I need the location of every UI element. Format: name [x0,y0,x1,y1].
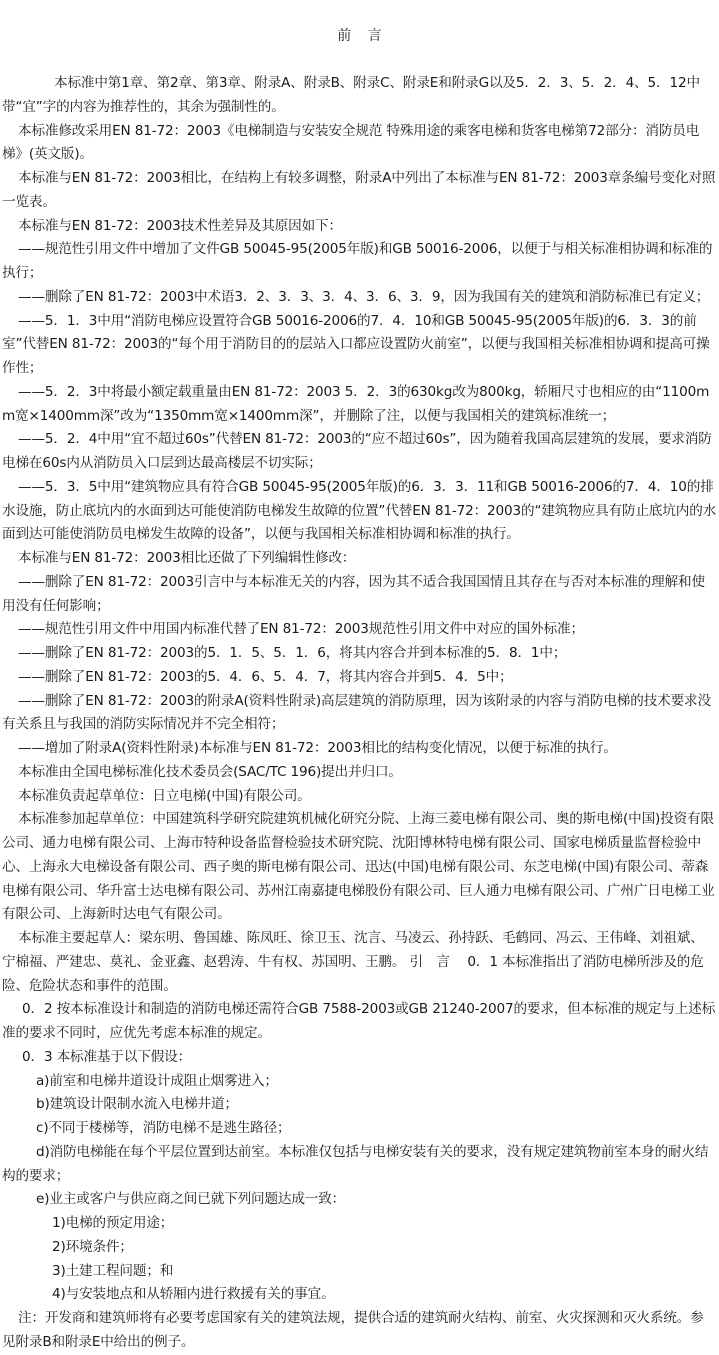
paragraph: 本标准由全国电梯标准化技术委员会(SAC/TC 196)提出并归口。 [18,763,402,780]
paragraph: ——5．2．3中将最小额定载重量由EN 81-72：2003 5．2．3的630kg改为800kg，轿厢尺寸也相应的由“1100mm宽×1400mm深”改为“1350mm宽×1400mm深”，并删除了注，以便与我国相关的建筑标准统一； [2,383,710,424]
paragraph: 本标准修改采用EN 81-72：2003《电梯制造与安装安全规范 特殊用途的乘客电梯和货客电梯第72部分：消防员电梯》(英文版)。 [2,122,700,163]
paragraph: ——删除了EN 81-72：2003的附录A(资料性附录)高层建筑的消防原理，因为该附录的内容与消防电梯的技术要求没有关系且与我国的消防实际情况并不完全相符； [2,692,711,733]
paragraph: d)消防电梯能在每个平层位置到达前室。本标准仅包括与电梯安装有关的要求，没有规定建筑物前室本身的耐火结构的要求； [2,1143,709,1184]
paragraph: 本标准与EN 81-72：2003相比还做了下列编辑性修改： [18,550,356,566]
paragraph: 1)电梯的预定用途； [52,1215,174,1231]
paragraph: c)不同于楼梯等，消防电梯不是逃生路径； [36,1120,291,1136]
paragraph: 注：开发商和建筑师将有必要考虑国家有关的建筑法规，提供合适的建筑耐火结构、前室、火灾探测和灭火系统。参见附录B和附录E中给出的例子。 [2,1310,704,1350]
paragraph: b)建筑设计限制水流入电梯井道； [36,1096,238,1113]
paragraph: 本标准负责起草单位：日立电梯(中国)有限公司。 [18,787,311,804]
paragraph: 本标准参加起草单位：中国建筑科学研究院建筑机械化研究分院、上海三菱电梯有限公司、奥的斯电梯(中国)投资有限公司、通力电梯有限公司、上海市特种设备监督检验技术研究院、沈阳博林特电梯有限公司、国家电梯质量监督检验中心、上海永大电梯设备有限公司、西子奥的斯电梯有限公司、迅达(中国)电梯有限公司、东芝电梯(中国)有限公司、蒂森电梯有限公司、华升富士达电梯有限公司、苏州江南嘉捷电梯股份有限公司、巨人通力电梯有限公司、广州广日电梯工业有限公司、上海新时达电气有限公司。 [2,811,715,923]
paragraph: ——删除了EN 81-72：2003引言中与本标准无关的内容，因为其不适合我国国情且其存在与否对本标准的理解和使用没有任何影响； [2,573,705,614]
paragraph: ——5．1．3中用“消防电梯应设置符合GB 50016-2006的7．4．10和GB 50045-95(2005年版)的6．3．3的前室”代替EN 81-72：2003的“每个用于消防目的的层站入口都应设置防火前室”，以便与我国相关标准相协调和提高可操作性； [2,312,710,376]
paragraph: 本标准中第1章、第2章、第3章、附录A、附录B、附录C、附录E和附录G以及5．2．3、5．2．4、5．12中带“宜”字的内容为推荐性的，其余为强制性的。 [2,75,700,115]
paragraph: 3)土建工程问题；和 [52,1262,174,1279]
paragraph: 本标准与EN 81-72：2003技术性差异及其原因如下： [18,217,342,234]
document-body [2,72,717,1355]
paragraph: 0．2 按本标准设计和制造的消防电梯还需符合GB 7588-2003或GB 21240-2007的要求，但本标准的规定与上述标准的要求不同时，应优先考虑本标准的规定。 [2,1001,716,1041]
paragraph: ——删除了EN 81-72：2003的5．4．6、5．4．7，将其内容合并到5．4．5中； [18,668,513,685]
paragraph: e)业主或客户与供应商之间已就下列问题达成一致： [36,1191,346,1208]
paragraph: 2)环境条件； [52,1238,133,1255]
paragraph: ——5．3．5中用“建筑物应具有符合GB 50045-95(2005年版)的6．3．3．11和GB 50016-2006的7．4．10的排水设施，防止底坑内的水面到达可能使消防电梯发生故障的位置”代替EN 81-72：2003的“建筑物应具有防止底坑内的水面到达可能使消防员电梯发生故障的设备”，以便与我国相关标准相协调和标准的执行。 [2,478,717,543]
paragraph: 4)与安装地点和从轿厢内进行救援有关的事宜。 [52,1286,335,1303]
paragraph: ——5．2．4中用“宜不超过60s”代替EN 81-72：2003的“应不超过60s”，因为随着我国高层建筑的发展，要求消防电梯在60s内从消防员入口层到达最高楼层不切实际； [2,431,712,471]
paragraph: 本标准主要起草人：梁东明、鲁国雄、陈凤旺、徐卫玉、沈言、马凌云、孙持跃、毛鹤同、冯云、王伟峰、刘祖斌、宁棉福、严建忠、莫礼、金亚鑫、赵碧涛、牛有权、苏国明、王鹏。 引 言 0．1 本标准指出了消防电梯所涉及的危险、危险状态和事件的范围。 [2,930,704,994]
paragraph: ——增加了附录A(资料性附录)本标准与EN 81-72：2003相比的结构变化情况，以便于标准的执行。 [18,740,617,756]
paragraph: a)前室和电梯井道设计成阻止烟雾进入； [36,1072,278,1089]
paragraph: ——规范性引用文件中用国内标准代替了EN 81-72：2003规范性引用文件中对应的国外标准； [18,621,584,638]
paragraph: 本标准与EN 81-72：2003相比，在结构上有较多调整，附录A中列出了本标准与EN 81-72：2003章条编号变化对照一览表。 [2,170,716,210]
paragraph: ——删除了EN 81-72：2003的5．1．5、5．1．6，将其内容合并到本标准的5．8．1中； [18,645,567,661]
paragraph: ——规范性引用文件中增加了文件GB 50045-95(2005年版)和GB 50016-2006，以便于与相关标准相协调和标准的执行； [2,241,713,281]
paragraph: 0．3 本标准基于以下假设： [22,1048,192,1065]
document-title: 前 言 [337,28,388,44]
paragraph: ——删除了EN 81-72：2003中术语3．2、3．3、3．4、3．6、3．9，因为我国有关的建筑和消防标准已有定义； [18,288,710,305]
